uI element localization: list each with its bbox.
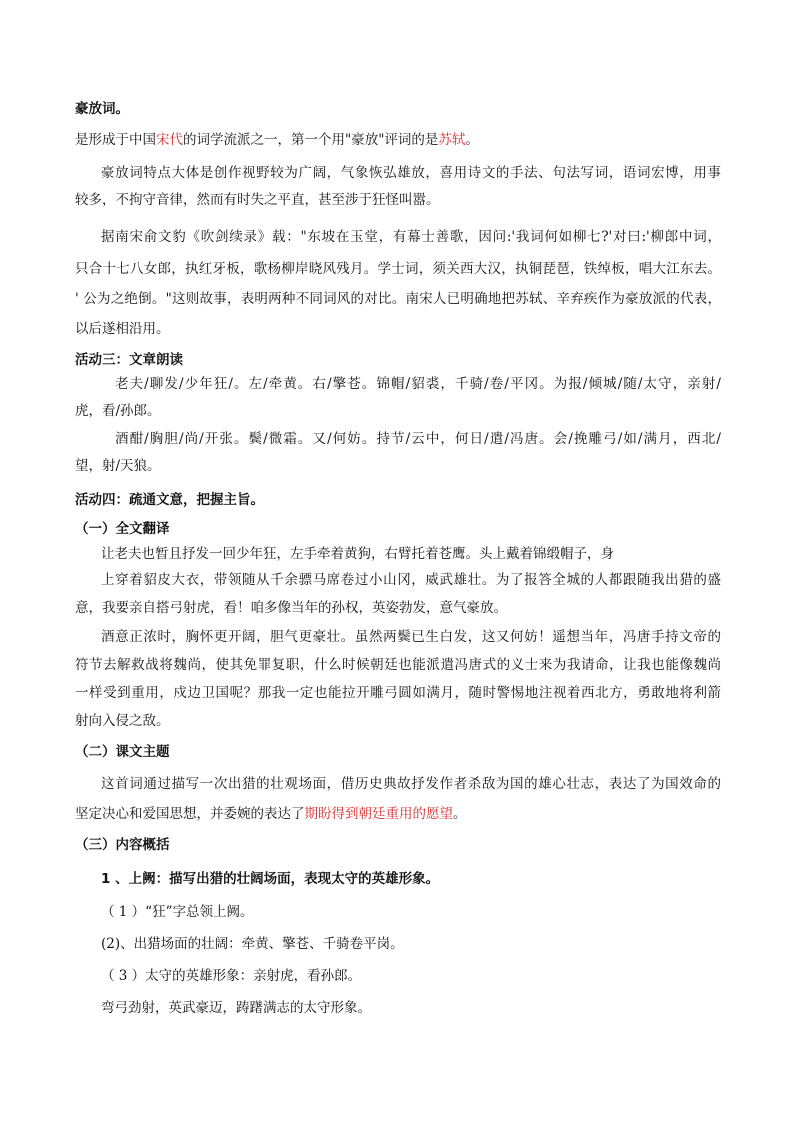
translation-line-1: 让老夫也暂且抒发一回少年狂，左手牵着黄狗，右臂托着苍鹰。头上戴着锦缎帽子，身 <box>101 546 614 562</box>
translation-line-2: 上穿着貂皮大衣，带领随从千余骠马席卷过小山冈，威武雄壮。为了报答全城的人都跟随我出猎的盛 <box>101 572 721 588</box>
intro-text-1: 是形成于中国 <box>75 132 156 148</box>
section-title: 豪放词。 <box>75 101 129 117</box>
translation-line-5: 符节去解救战将魏尚，使其免罪复职，什么时候朝廷也能派遣冯唐式的义士来为我请命，让我也能像魏尚 <box>75 657 721 673</box>
summary-item-3: （ 3 ）太守的英雄形象：亲射虎，看孙郎。 <box>101 968 362 984</box>
story-line-3: ' 公为之绝倒。"这则故事，表明两种不同词风的对比。南宋人已明确地把苏轼、辛弃疾作为豪放派的代表， <box>75 291 721 307</box>
highlight-su-shi: 苏轼 <box>438 132 466 148</box>
traits-line-2: 较多，不拘守音律，然而有时失之平直，甚至涉于狂怪叫嚣。 <box>75 192 440 208</box>
intro-text-2: 的词学流派之一，第一个用"豪放"评词的是 <box>183 132 439 148</box>
translation-line-7: 射向入侵之敌。 <box>75 713 170 729</box>
translation-line-6: 一样受到重用，戍边卫国呢？那我一定也能拉开雕弓圆如满月，随时警惕地注视着西北方，勇敢地将利箭 <box>75 685 721 701</box>
intro-text-3: 。 <box>465 132 479 148</box>
story-line-4: 以后遂相沿用。 <box>75 321 170 337</box>
intro-paragraph <box>75 130 479 150</box>
summary-conclusion: 弯弓劲射，英武豪迈，踌躇满志的太守形象。 <box>101 1000 371 1016</box>
translation-heading: （一）全文翻译 <box>75 521 170 537</box>
theme-highlight: 期盼得到朝廷重用的愿望 <box>304 806 453 822</box>
poem-line-1: 老夫/聊发/少年狂/。左/牵黄。右/擎苍。锦帽/貂裘，千骑/卷/平冈。为报/倾城/随/太守，亲射/ <box>115 376 721 392</box>
translation-line-3: 意，我要亲自搭弓射虎，看！咱多像当年的孙权，英姿勃发，意气豪放。 <box>75 600 507 616</box>
theme-end: 。 <box>453 806 467 822</box>
story-line-1: 据南宋俞文豹《吹剑续录》载："东坡在玉堂，有幕士善歌，因问:'我词何如柳七?'对曰:'柳郎中词， <box>101 229 721 245</box>
highlight-song-dynasty: 宋代 <box>156 132 183 148</box>
theme-heading: （二）课文主题 <box>75 744 170 760</box>
activity3-heading: 活动三：文章朗读 <box>75 352 183 368</box>
poem-line-2: 虎，看/孙郎。 <box>75 403 161 419</box>
poem-line-3: 酒酣/胸胆/尚/开张。鬓/微霜。又/何妨。持节/云中，何日/遣/冯唐。会/挽雕弓/如/满月，西北/ <box>115 431 721 447</box>
summary-item-1: （ 1 ）“狂”字总领上阙。 <box>101 904 254 920</box>
story-line-2: 只合十七八女郎，执红牙板，歌杨柳岸晓风残月。学士词，须关西大汉，执铜琵琶，铁绰板，唱大江东去。 <box>75 261 721 277</box>
activity4-heading: 活动四：疏通文意，把握主旨。 <box>75 492 264 508</box>
upper-stanza-heading: 1 、上阙：描写出猎的壮阔场面，表现太守的英雄形象。 <box>101 871 440 887</box>
poem-line-4: 望，射/天狼。 <box>75 458 161 474</box>
theme-line-2 <box>75 804 467 824</box>
traits-line-1: 豪放词特点大体是创作视野较为广阔，气象恢弘雄放，喜用诗文的手法、句法写词，语词宏博，用事 <box>101 165 721 181</box>
theme-text: 坚定决心和爱国思想，并委婉的表达了 <box>75 806 305 822</box>
theme-line-1: 这首词通过描写一次出猎的壮观场面，借历史典故抒发作者杀敌为国的雄心壮志，表达了为国效命的 <box>101 776 721 792</box>
summary-item-2: (2)、出猎场面的壮阔：牵黄、擎苍、千骑卷平岗。 <box>101 936 404 952</box>
summary-heading: （三）内容概括 <box>75 837 170 853</box>
translation-line-4: 酒意正浓时，胸怀更开阔，胆气更豪壮。虽然两鬓已生白发，这又何妨！遥想当年，冯唐手持文帝的 <box>101 629 721 645</box>
